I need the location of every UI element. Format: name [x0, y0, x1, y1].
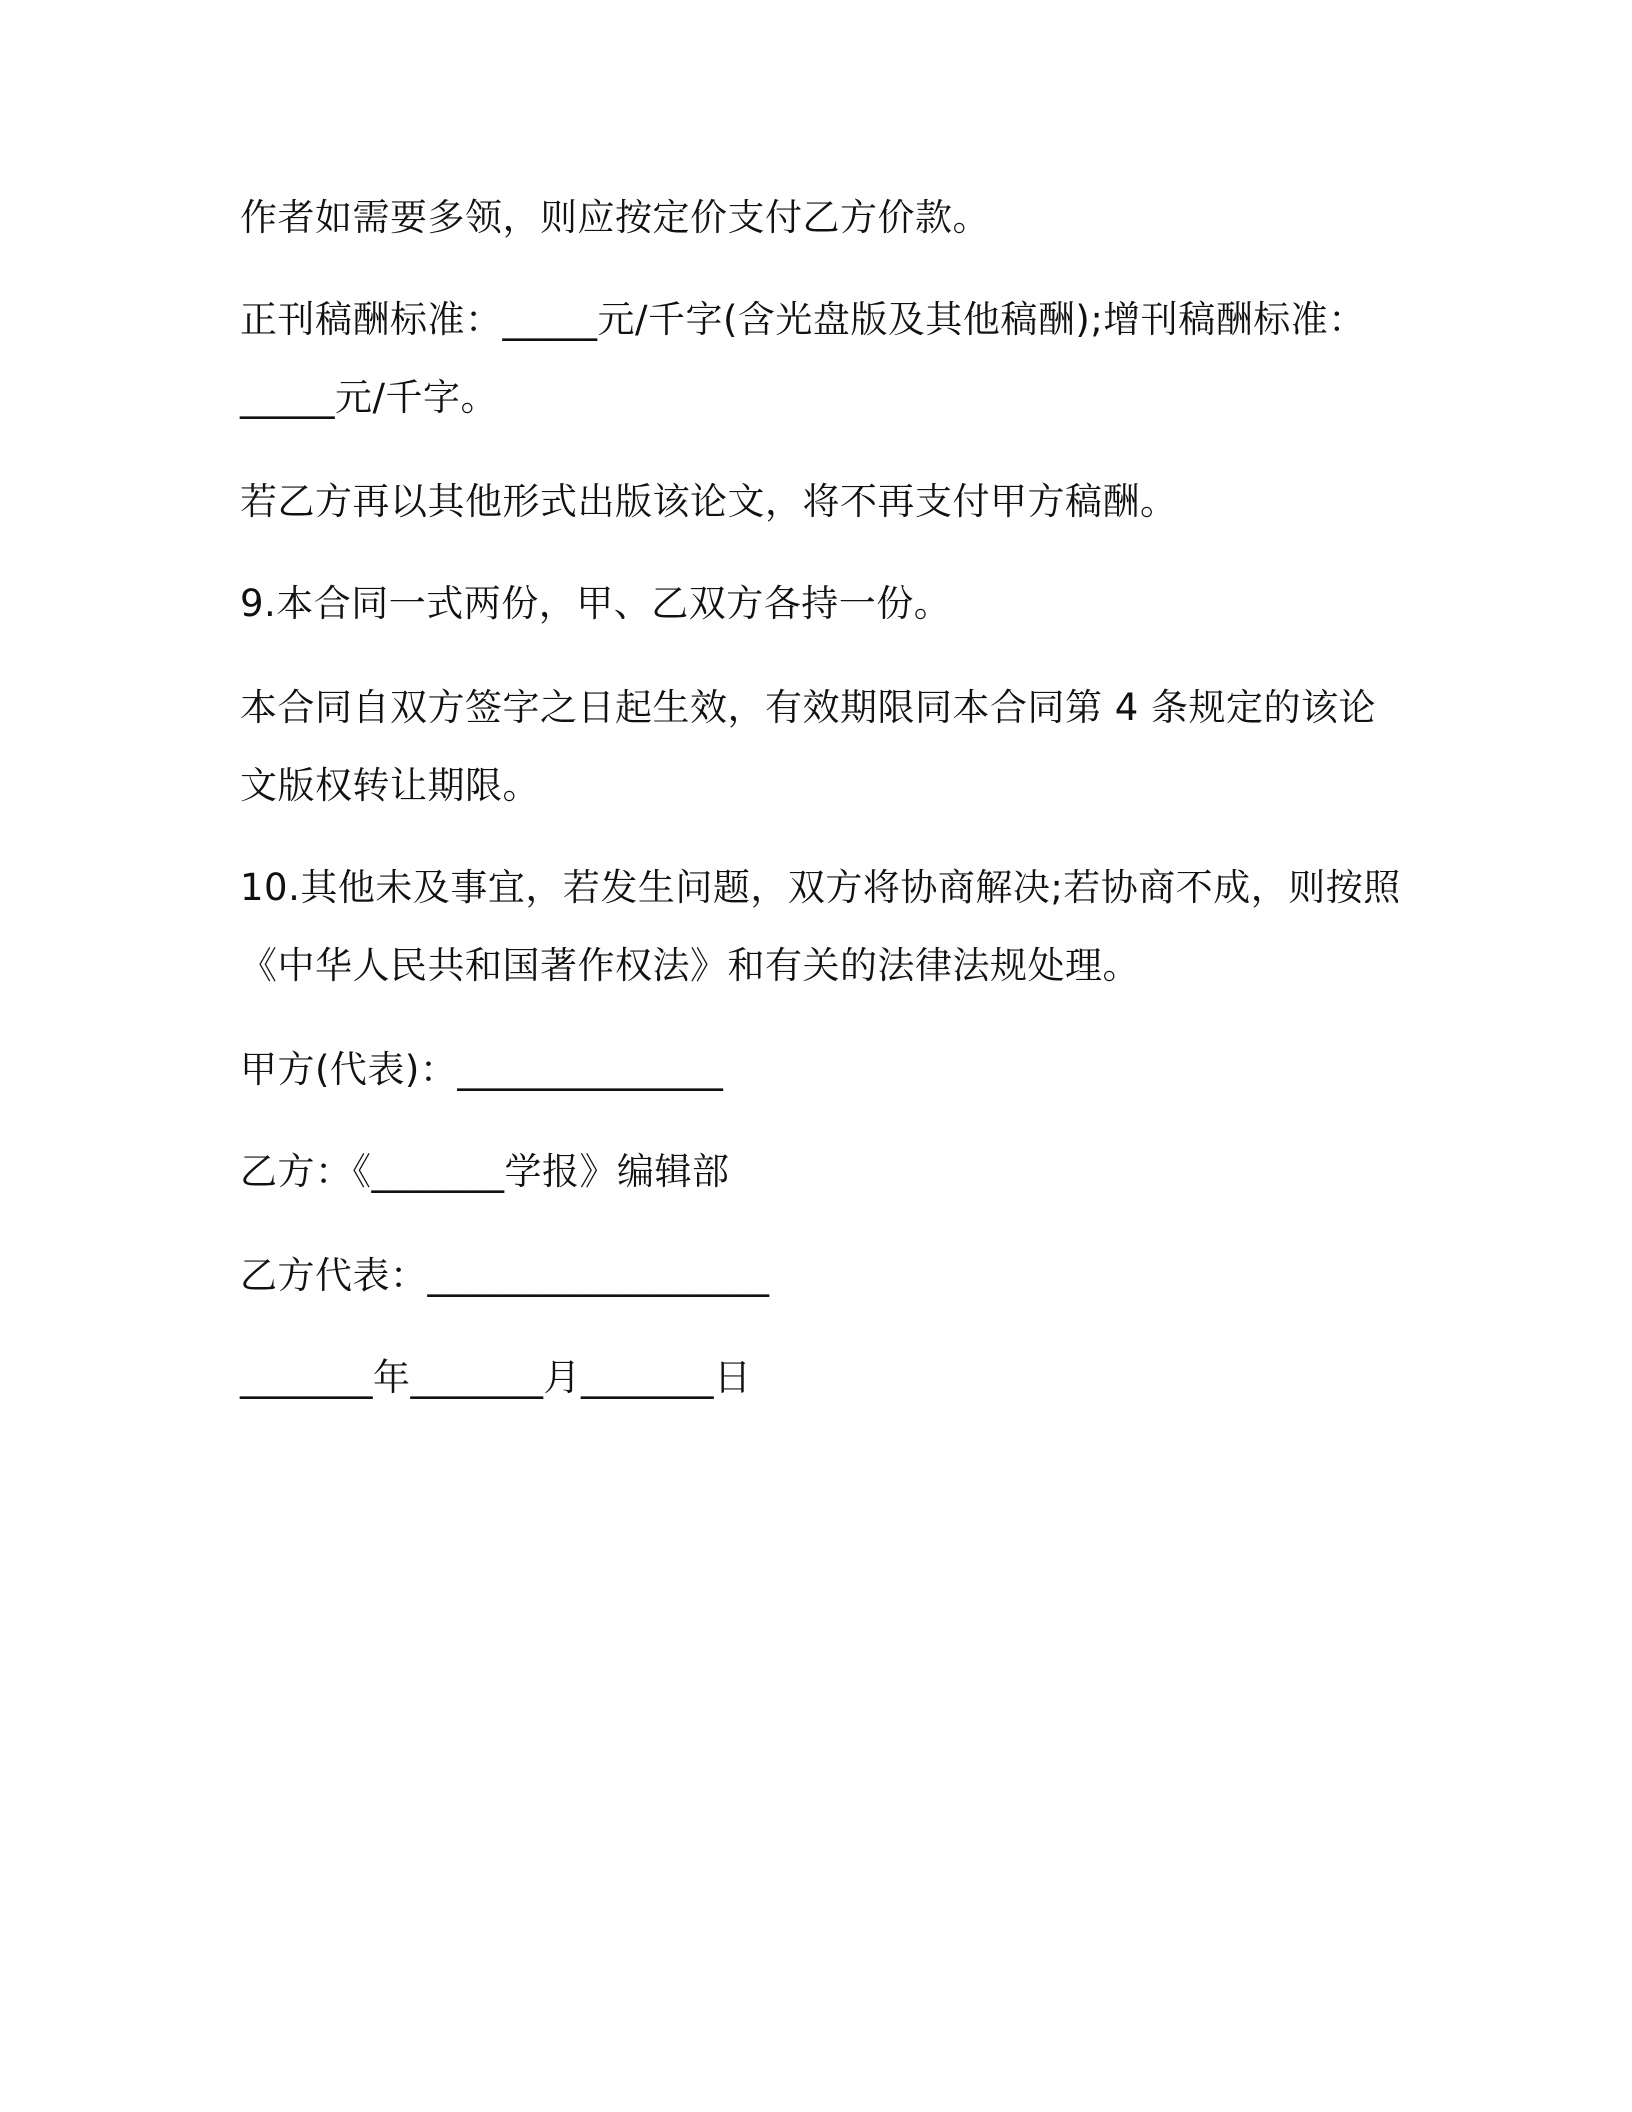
- party-b-representative-line: 乙方代表：__________________: [240, 1254, 770, 1297]
- party-b-line: 乙方：《_______学报》编辑部: [240, 1150, 730, 1193]
- clause-10-line: 10.其他未及事宜，若发生问题，双方将协商解决;若协商不成，则按照: [240, 866, 1401, 909]
- effective-clause-line: 本合同自双方签字之日起生效，有效期限同本合同第 4 条规定的该论: [240, 686, 1377, 729]
- document-page: [240, 0, 1400, 2112]
- royalty-standard-line-cont: _____元/千字。: [240, 376, 498, 419]
- payment-note-line: 作者如需要多领，则应按定价支付乙方价款。: [240, 196, 990, 239]
- date-line: _______年_______月_______日: [240, 1356, 752, 1399]
- party-a-signature-line: 甲方(代表)：______________: [240, 1048, 724, 1091]
- clause-9-line: 9.本合同一式两份，甲、乙双方各持一份。: [240, 582, 952, 625]
- effective-clause-line-cont: 文版权转让期限。: [240, 764, 540, 807]
- royalty-standard-line: 正刊稿酬标准：_____元/千字(含光盘版及其他稿酬);增刊稿酬标准：: [240, 298, 1366, 341]
- clause-10-line-cont: 《中华人民共和国著作权法》和有关的法律法规处理。: [240, 944, 1140, 987]
- republish-clause-line: 若乙方再以其他形式出版该论文，将不再支付甲方稿酬。: [240, 480, 1178, 523]
